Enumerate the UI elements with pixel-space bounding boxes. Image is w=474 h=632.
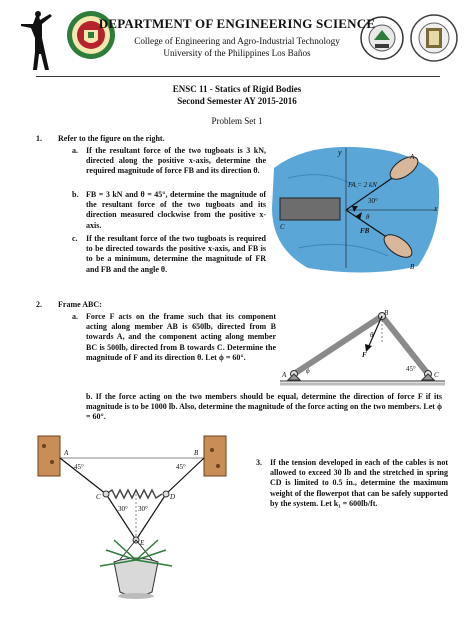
fig1-label-B: B: [410, 263, 415, 271]
college-name: College of Engineering and Agro-Industrial Technology: [134, 36, 340, 46]
fig3-label-A: A: [64, 449, 69, 457]
problem1-c-label: c.: [72, 234, 78, 243]
fig3-label-E: E: [140, 539, 145, 547]
fig2-label-A: A: [282, 371, 287, 379]
fig2-angle45: 45°: [406, 365, 416, 373]
problem1-c-text: If the resultant force of the two tugboats is required to be directed towards the positive x-axis, and FB is to be a minimum, determine the magnitude of FR and FB and the angle θ.: [86, 234, 266, 274]
problem2-title: Frame ABC:: [58, 300, 102, 309]
fig3-angle30-right: 30°: [138, 505, 148, 513]
fig1-label-A: A: [410, 153, 415, 161]
problem3-number: 3.: [256, 458, 262, 467]
fig2-label-C: C: [434, 371, 439, 379]
university-name: University of the Philippines Los Baños: [163, 48, 311, 58]
problem1-a-text: If the resultant force of the two tugboats is 3 kN, directed along the positive x-axis, determine the required magnitude of force FB and its direction θ.: [86, 146, 266, 176]
fig2-theta: θ: [370, 331, 374, 339]
problem2-b-text: b. If the force acting on the two members should be equal, determine the direction of force F if its magnitude is to be 1000 lb. Also, determine the magnitude of the force acting on the two members. Let ϕ = 60°.: [86, 392, 442, 422]
fig2-phi: ϕ: [306, 367, 310, 375]
fig2-label-F: F: [362, 351, 367, 359]
fig1-label-C: C: [280, 223, 285, 231]
fig3-angle30-left: 30°: [118, 505, 128, 513]
course-title: ENSC 11 - Statics of Rigid Bodies: [172, 84, 302, 94]
fig1-x-label: x: [434, 204, 438, 213]
fig1-theta: θ: [366, 213, 370, 221]
problem1-intro: Refer to the figure on the right.: [58, 134, 165, 143]
problem3-text: If the tension developed in each of the cables is not allowed to exceed 30 lb and the stretched in spring CD is limited to 0.5 in., determine the maximum weight of the flowerpot that can be safely supported by the system. Let k₁ = 600lb/ft.: [270, 458, 448, 508]
problem1-number: 1.: [36, 134, 42, 143]
problem-set-title: Problem Set 1: [211, 116, 263, 126]
fig3-label-C: C: [96, 493, 101, 501]
fig3-label-D: D: [170, 493, 176, 501]
fig1-angle30: 30°: [368, 197, 378, 205]
fig1-fb-label: FB: [360, 227, 370, 235]
problem1-a-label: a.: [72, 146, 78, 155]
problem2-a-text: Force F acts on the frame such that its component acting along member AB is 650lb, directed from B towards A, and the component acting along member BC is 500lb, directed from B towards C. Determine the magnitude of F and its direction θ. Let ϕ = 60°.: [86, 312, 276, 362]
header-divider: [36, 76, 440, 77]
fig3-angle45-left: 45°: [74, 463, 84, 471]
fig3-label-B: B: [194, 449, 199, 457]
tugboat-figure: [268, 138, 444, 278]
flowerpot-figure: [34, 432, 230, 616]
problem2-number: 2.: [36, 300, 42, 309]
fig2-label-B: B: [384, 309, 389, 317]
semester: Second Semester AY 2015-2016: [177, 96, 297, 106]
fig1-y-label: y: [338, 148, 342, 157]
fig1-fa-label: FA = 2 kN: [348, 181, 377, 189]
problem2-a-label: a.: [72, 312, 78, 321]
frame-figure: [280, 308, 450, 386]
department-title: DEPARTMENT OF ENGINEERING SCIENCE: [98, 16, 376, 31]
fig3-angle45-right: 45°: [176, 463, 186, 471]
problem1-b-text: FB = 3 kN and θ = 45°, determine the magnitude of the resultant force of the two tugboats and its direction measured clockwise from the positive x-axis.: [86, 190, 266, 230]
problem1-b-label: b.: [72, 190, 79, 199]
